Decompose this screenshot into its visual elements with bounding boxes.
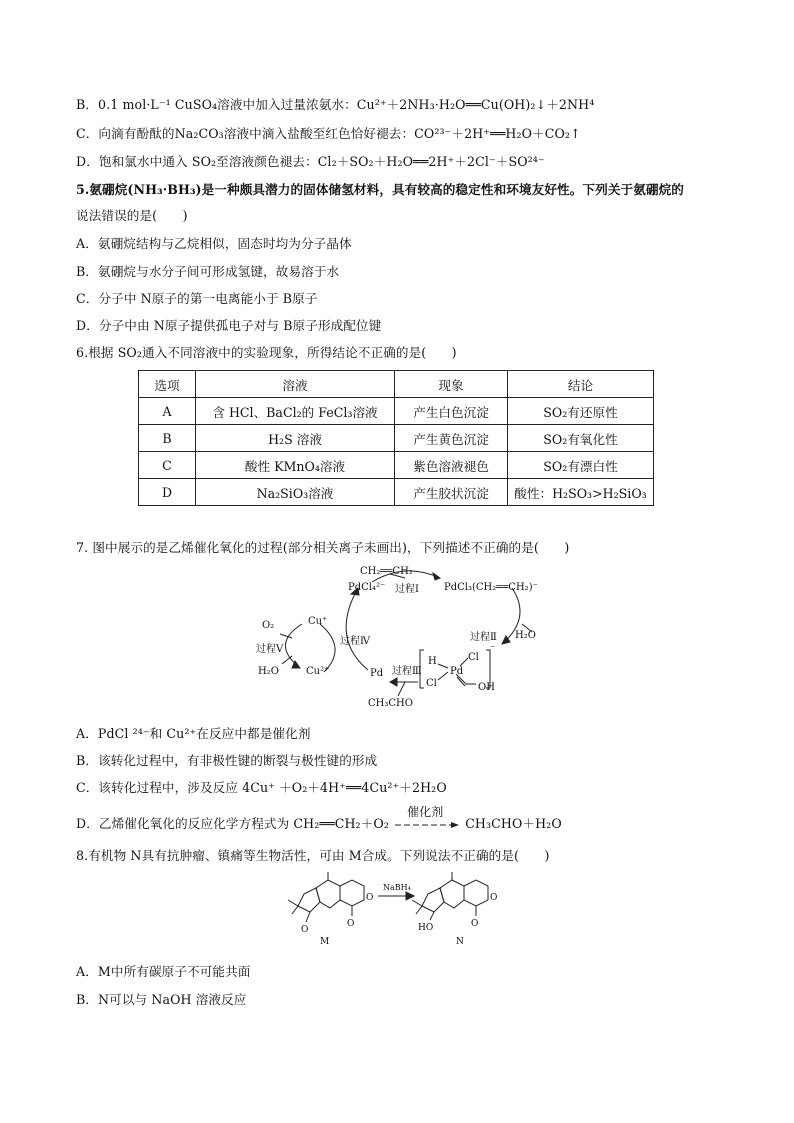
q4-option-c: C．向滴有酚酞的Na₂CO₃溶液中滴入盐酸至红色恰好褪去：CO²³⁻＋2H⁺══H₂O＋CO₂↑ [76,126,581,141]
q7-option-d [76,804,562,832]
table-row [139,425,654,452]
q5-stem-line1 [76,182,684,198]
table-cell: SO₂有还原性 [508,398,654,425]
q7-option-a: A．PdCl ²⁴⁻和 Cu²⁺在反应中都是催化剂 [76,726,311,741]
label-m: M [320,937,330,947]
table-cell: 酸性：H₂SO₃>H₂SiO₃ [508,479,654,506]
ring-6-m [316,880,340,908]
m-ketone-o: O [301,925,309,935]
q5-stem-line2: 说法错误的是( ) [76,208,188,223]
q7-option-c: C．该转化过程中，涉及反应 4Cu⁺ ＋O₂＋4H⁺══4Cu²⁺＋2H₂O [76,780,447,795]
m-carbonyl-o: O [347,919,355,929]
intermediate-oh: OH [478,682,495,693]
m-to-n-reaction-scheme [280,870,510,950]
m-ring-o: O [366,893,374,903]
table-header: 选项 [139,371,196,398]
ring-lactone-n [464,880,488,906]
hydroxyl-bond-n [430,912,434,920]
table-header: 溶液 [196,371,395,398]
pdcl3-label: PdCl₃(CH₂══CH₂)⁻ [444,582,538,593]
table-cell: 产生胶状沉淀 [395,479,508,506]
table-cell: 酸性 KMnO₄溶液 [196,452,395,479]
q5-option-b: B．氨硼烷与水分子间可形成氢键，故易溶于水 [76,264,340,279]
q7-option-d-suffix: CH₃CHO＋H₂O [465,816,562,831]
water-outlet-line [282,656,292,664]
label-n: N [456,937,464,947]
methyl-n2 [412,900,422,906]
water-out-label: H₂O [258,666,279,677]
q8-stem: 8.有机物 N具有抗肿瘤、镇痛等生物活性，可由 M合成。下列说法不正确的是( ) [76,848,550,863]
table-cell: 含 HCl、BaCl₂的 FeCl₃溶液 [196,398,395,425]
table-cell: A [139,398,196,425]
q6-stem: 6.根据 SO₂通入不同溶液中的实验现象，所得结论不正确的是( ) [76,345,457,360]
cu1-label: Cu⁺ [308,616,328,627]
table-cell: SO₂有漂白性 [508,452,654,479]
q5-option-c: C．分子中 N原子的第一电离能小于 B原子 [76,291,318,306]
table-row [139,452,654,479]
table-cell: SO₂有氧化性 [508,425,654,452]
methyl-n3 [416,906,422,914]
reaction-arrow-head [406,892,414,900]
q5-option-a: A．氨硼烷结构与乙烷相似，固态时均为分子晶体 [76,236,352,251]
process-3-label: 过程Ⅲ [392,666,422,677]
table-row [139,398,654,425]
process-1-label: 过程Ⅰ [395,584,419,595]
o2-label: O₂ [262,620,275,631]
q4-option-d: D．饱和氯水中通入 SO₂至溶液颜色褪去：Cl₂＋SO₂＋H₂O══2H⁺＋2Cl⁻＋SO²⁴⁻ [76,154,545,169]
intermediate-cl-left: Cl [426,678,437,689]
methyl-m2 [288,900,298,906]
water-in-label: H₂O [515,630,536,641]
q8-option-a: A．M中所有碳原子不可能共面 [76,964,251,979]
bond-cl-pd [438,672,448,680]
catalyst-arrow [395,804,459,830]
pd-label: Pd [370,668,384,679]
q7-option-b: B．该转化过程中，有非极性键的断裂与极性键的形成 [76,753,378,768]
intermediate-cl-top: Cl [468,652,479,663]
bond-pd-cl [460,658,468,666]
intermediate-charge: ⁻ [490,644,496,655]
intermediate-h: H [428,656,437,667]
q8-option-b: B．N可以与 NaOH 溶液反应 [76,992,247,1007]
process-2-label: 过程Ⅱ [470,632,497,643]
table-cell: 产生白色沉淀 [395,398,508,425]
table-cell: B [139,425,196,452]
arrow-head [390,678,397,686]
molecule-m [288,872,364,922]
q4-option-b: B．0.1 mol·L⁻¹ CuSO₄溶液中加入过量浓氨水：Cu²⁺＋2NH₃·H₂O══Cu(OH)₂↓＋2NH⁴ [76,97,595,112]
ketone-m [306,912,310,922]
ethylene-label: CH₂══CH₂ [360,566,413,577]
methyl-m3 [292,906,298,914]
bond-h-pd [438,664,448,668]
table-cell: Na₂SiO₃溶液 [196,479,395,506]
acetaldehyde-label: CH₃CHO [368,698,413,709]
molecule-n [412,872,488,920]
table-cell: H₂S 溶液 [196,425,395,452]
table-cell: 紫色溶液褪色 [395,452,508,479]
q5-stem-text: 5.氨硼烷(NH₃·BH₃)是一种颇具潜力的固体储氢材料，具有较高的稳定性和环境友好性。下列关于氨硼烷的 [76,182,684,197]
n-ring-o: O [490,893,498,903]
table-header: 结论 [508,371,654,398]
process-5-label: 过程Ⅴ [256,644,284,655]
q6-table [138,370,654,506]
table-header: 现象 [395,371,508,398]
q7-stem: 7. 图中展示的是乙烯催化氧化的过程(部分相关离子未画出)，下列描述不正确的是( ) [76,540,570,555]
ring-6-n [440,880,464,908]
n-carbonyl-o: O [471,919,479,929]
ethylene-oxidation-cycle-diagram [240,560,570,715]
catalyst-label: 催化剂 [407,804,444,819]
table-row [139,479,654,506]
q7-option-d-prefix: D．乙烯催化氧化的反应化学方程式为 CH₂══CH₂＋O₂ [76,816,389,831]
arc-cu-cycle [320,624,335,672]
n-hydroxyl: HO [418,923,434,933]
table-cell: 产生黄色沉淀 [395,425,508,452]
q5-option-d: D．分子中由 N原子提供孤电子对与 B原子形成配位键 [76,318,382,333]
acetaldehyde-outlet-line [398,682,405,696]
table-cell: C [139,452,196,479]
arrow-head [433,573,440,580]
reaction-arrow [395,820,459,830]
ring-lactone-m [340,880,364,906]
intermediate-pd: Pd [450,666,464,677]
reagent-label: NaBH₄ [383,883,411,892]
table-header-row [139,371,654,398]
cu2-label: Cu²⁺ [306,666,330,677]
table-cell: D [139,479,196,506]
arc-process-5 [285,624,302,668]
process-4-label: 过程Ⅳ [340,636,370,647]
pdcl4-label: PdCl₄²⁻ [348,582,386,593]
arc-process-4 [346,588,368,670]
